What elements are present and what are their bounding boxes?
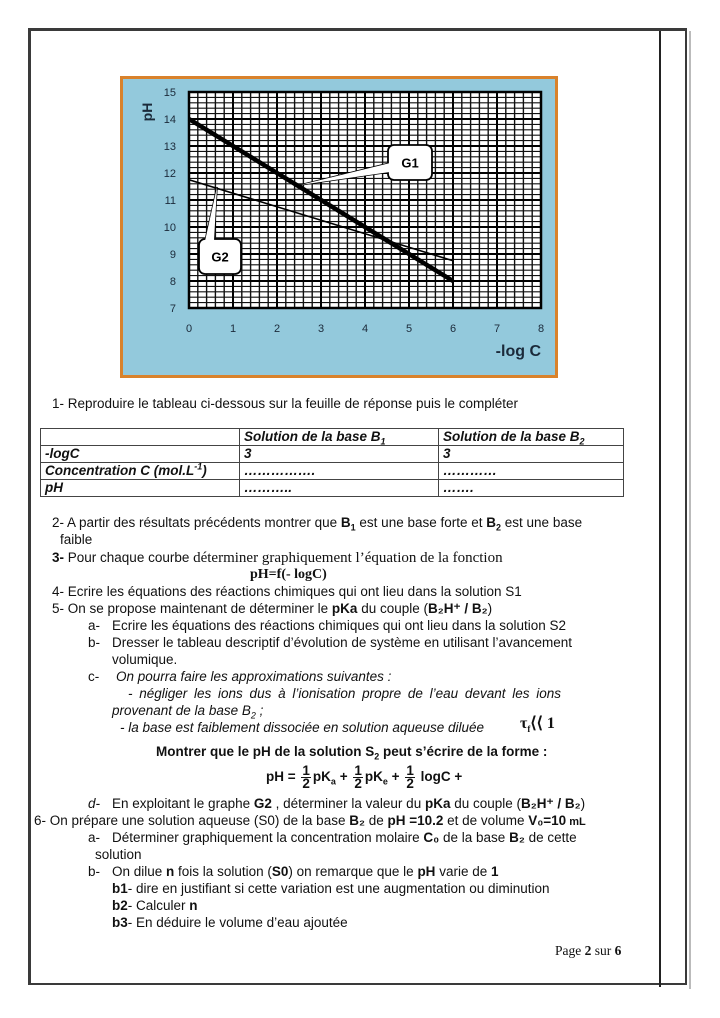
table-header-cell: Solution de la base $B_2$: [439, 429, 624, 446]
svg-text:2: 2: [273, 323, 281, 335]
row-label: pH: [41, 480, 240, 497]
chart-plot: [123, 79, 555, 375]
ph-equation: pH = $\frac{1}{2}$ $pK_a$ + $\frac{1}{2}$ $pK_e$ + $\frac{1}{2}$ logC +: [266, 762, 463, 791]
svg-text:3: 3: [317, 323, 325, 335]
q6-b2: b2- Calculer n: [112, 898, 198, 913]
svg-text:G1: G1: [401, 155, 419, 171]
table-header-row: [41, 429, 624, 446]
svg-text:14: 14: [163, 114, 176, 126]
row-label: Concentration C $(mol.L^{-1})$: [41, 463, 240, 480]
q5-c-bullet-1: - négliger les ions dus à l’ionisation propre de l’eau devant les ions: [128, 686, 561, 701]
question-6: 6- On prépare une solution aqueuse (S0) de la base B₂ de pH =10.2 et de volume V₀=10 mL: [34, 813, 586, 828]
q6-a-cont: solution: [95, 847, 142, 862]
question-2: 2- A partir des résultats précédents montrer que $B_1$ est une base forte et $B_2$ est une base: [52, 515, 583, 533]
table-row: [41, 446, 624, 463]
table-row: [41, 480, 624, 497]
show-that-title: Montrer que le pH de la solution $S_2$ peut s’écrire de la forme :: [156, 744, 548, 762]
question-5: 5- On se propose maintenant de déterminer le pKa du couple (B₂H⁺ / B₂): [52, 601, 493, 616]
q5-a: Ecrire les équations des réactions chimiques qui ont lieu dans la solution S2: [112, 618, 567, 633]
svg-text:5: 5: [405, 323, 413, 335]
ph-chart: [120, 76, 558, 378]
q6-b-label: b-: [88, 864, 101, 879]
question-1: 1- Reproduire le tableau ci-dessous sur la feuille de réponse puis le compléter: [52, 396, 519, 411]
q5-c-bullet-1-cont: provenant de la base $B_2$ ;: [112, 703, 264, 721]
svg-text:0: 0: [185, 323, 193, 335]
svg-text:1: 1: [229, 323, 237, 335]
svg-text:G2: G2: [211, 249, 229, 265]
row-label: -logC: [41, 446, 240, 463]
q5-d: En exploitant le graphe G2 , déterminer la valeur du pKa du couple (B₂H⁺ / B₂): [112, 796, 586, 811]
q6-b: On dilue n fois la solution (S0) on remarque que le pH varie de 1: [112, 864, 499, 879]
question-2-cont: faible: [60, 532, 93, 547]
q5-b-label: b-: [88, 635, 101, 650]
question-3: 3- Pour chaque courbe déterminer graphiquement l’équation de la fonction: [52, 550, 503, 566]
q5-b: Dresser le tableau descriptif d’évolution de système en utilisant l’avancement: [112, 635, 572, 650]
answer-table: [40, 428, 624, 497]
q5-c: On pourra faire les approximations suivantes :: [116, 669, 392, 684]
margin-line: [659, 31, 661, 987]
svg-text:6: 6: [449, 323, 457, 335]
svg-text:10: 10: [163, 222, 176, 234]
question-4: 4- Ecrire les équations des réactions chimiques qui ont lieu dans la solution S1: [52, 584, 522, 599]
page-number: Page 2 sur 6: [555, 943, 622, 958]
svg-text:7: 7: [493, 323, 501, 335]
svg-text:8: 8: [537, 323, 545, 335]
frame-shadow: [689, 31, 691, 989]
q6-b3: b3- En déduire le volume d’eau ajoutée: [112, 915, 348, 930]
q6-a: Déterminer graphiquement la concentration molaire C₀ de la base B₂ de cette: [112, 830, 577, 845]
svg-text:4: 4: [361, 323, 369, 335]
table-header-cell: Solution de la base $B_1$: [240, 429, 439, 446]
svg-text:8: 8: [169, 276, 176, 288]
q6-a-label: a-: [88, 830, 101, 845]
cell-b1: ………..: [240, 480, 439, 497]
cell-b2: …………: [439, 463, 624, 480]
svg-text:7: 7: [169, 303, 176, 315]
q5-b-cont: volumique.: [112, 652, 178, 667]
svg-text:15: 15: [163, 87, 176, 99]
svg-text:-log C: -log C: [495, 343, 541, 360]
q5-c-label: c-: [88, 669, 100, 684]
q5-a-label: a-: [88, 618, 101, 633]
svg-text:11: 11: [164, 195, 176, 207]
cell-b1: …………….: [240, 463, 439, 480]
q5-c-bullet-2: - la base est faiblement dissociée en solution aqueuse diluée: [120, 720, 484, 735]
q6-b1: b1- dire en justifiant si cette variation est une augmentation ou diminution: [112, 881, 550, 896]
cell-b2: 3: [439, 446, 624, 463]
svg-text:pH: pH: [139, 102, 155, 122]
svg-text:12: 12: [163, 168, 176, 180]
svg-text:13: 13: [163, 141, 176, 153]
q5-d-label: d-: [88, 796, 101, 811]
formula-ph: pH=f(- logC): [250, 567, 327, 582]
tau-condition: $\tau_f⟨⟨$ 1: [520, 715, 555, 735]
svg-text:9: 9: [169, 249, 176, 261]
table-row: [41, 463, 624, 480]
cell-b2: …….: [439, 480, 624, 497]
cell-b1: 3: [240, 446, 439, 463]
table-header-cell: [41, 429, 240, 446]
